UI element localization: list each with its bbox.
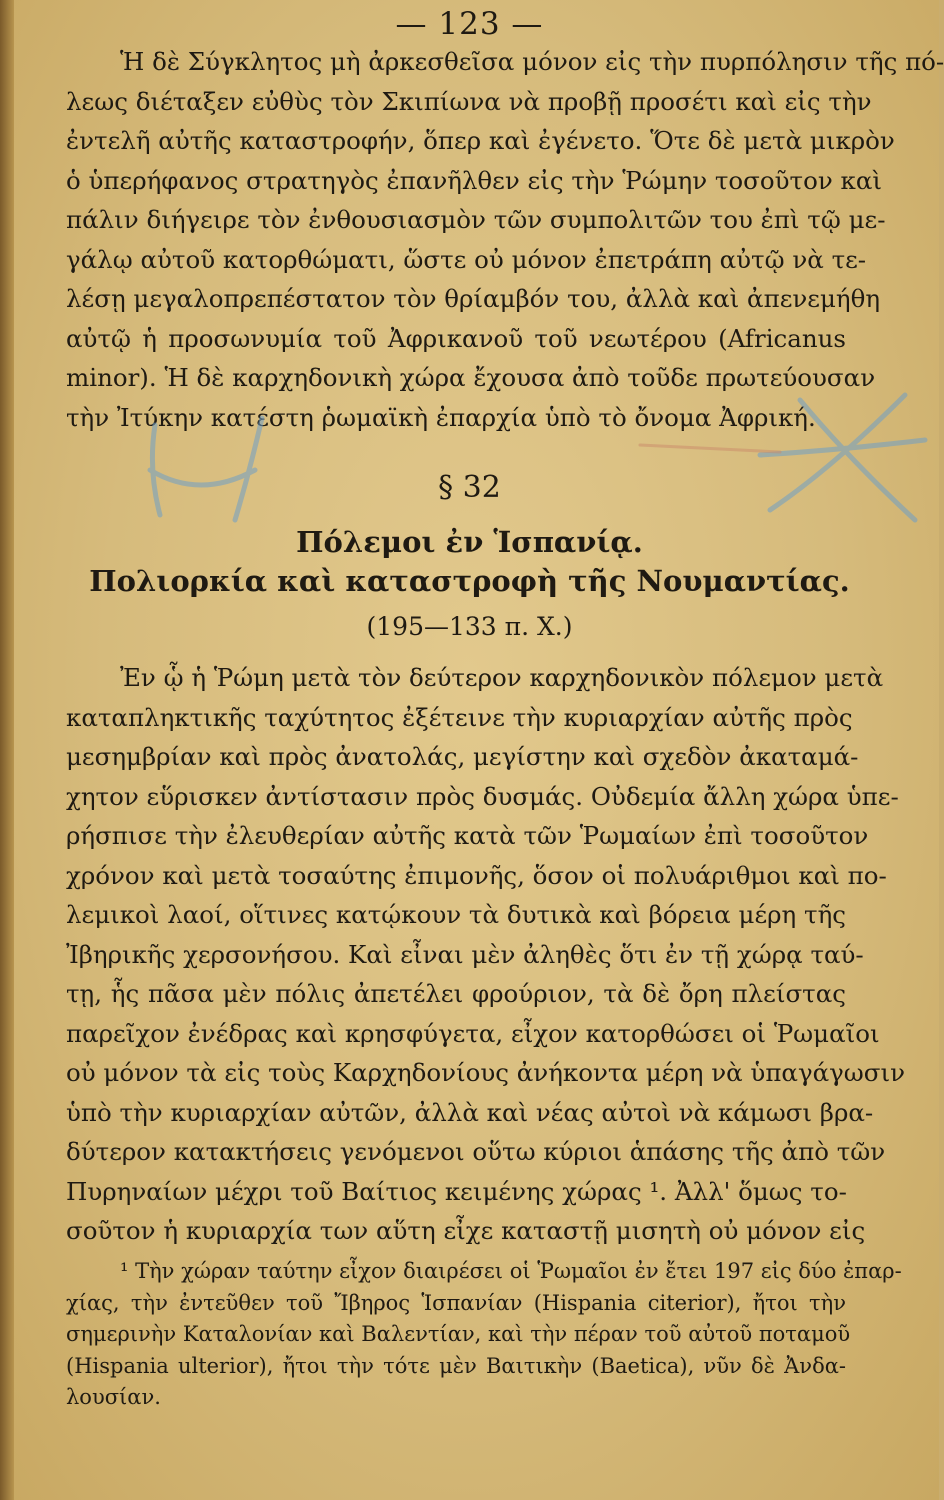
section-heading-line-1: Πόλεμοι ἐν Ἱσπανίᾳ. xyxy=(296,525,643,559)
text-line: ἐντελῆ αὐτῆς καταστροφήν, ὅπερ καὶ ἐγένετο. Ὅτε δὲ μετὰ μικρὸν xyxy=(66,126,895,155)
section-heading-line-2: Πολιορκία καὶ καταστροφὴ τῆς Νουμαντίας. xyxy=(89,564,850,598)
footnote-line: λουσίαν. xyxy=(66,1385,161,1409)
text-line: ὑπὸ τὴν κυριαρχίαν αὐτῶν, ἀλλὰ καὶ νέας αὐτοὶ νὰ κάμωσι βρα- xyxy=(66,1097,874,1127)
text-line: χητον εὕρισκεν ἀντίστασιν πρὸς δυσμάς. Οὐδεμία ἄλλη χώρα ὑπε- xyxy=(66,781,899,811)
section-dates: (195—133 π. Χ.) xyxy=(366,612,573,641)
text-line: Ἰβηρικῆς χερσονήσου. Καὶ εἶναι μὲν ἀληθὲς ὅτι ἐν τῇ χώρᾳ ταύ- xyxy=(66,939,864,969)
text-line: καταπληκτικῆς ταχύτητος ἐξέτεινε τὴν κυριαρχίαν αὐτῆς πρὸς xyxy=(66,702,853,732)
text-line: παρεῖχον ἐνέδρας καὶ κρησφύγετα, εἶχον κατορθώσει οἱ Ῥωμαῖοι xyxy=(66,1018,880,1048)
text-line: γάλῳ αὐτοῦ κατορθώματι, ὥστε οὐ μόνον ἐπετράπη αὐτῷ νὰ τε- xyxy=(66,244,867,274)
text-line: αὐτῷ ἡ προσωνυμία τοῦ Ἀφρικανοῦ τοῦ νεωτέρου (Africanus xyxy=(66,323,846,353)
footnote-line: ¹ Τὴν χώραν ταύτην εἶχον διαιρέσει οἱ Ῥωμαῖοι ἐν ἔτει 197 εἰς δύο ἐπαρ- xyxy=(120,1259,902,1283)
section-number: § 32 xyxy=(438,470,501,505)
text-line: λεμικοὶ λαοί, οἵτινες κατῴκουν τὰ δυτικὰ καὶ βόρεια μέρη τῆς xyxy=(66,900,846,929)
text-line: minor). Ἡ δὲ καρχηδονικὴ χώρα ἔχουσα ἀπὸ τοῦδε πρωτεύουσαν xyxy=(66,363,876,392)
text-line: τὴν Ἰτύκην κατέστη ῥωμαϊκὴ ἐπαρχία ὑπὸ τὸ ὄνομα Ἀφρική. xyxy=(66,402,816,432)
text-line: μεσημβρίαν καὶ πρὸς ἀνατολάς, μεγίστην καὶ σχεδὸν ἀκαταμά- xyxy=(66,742,859,771)
footnote-line: χίας, τὴν ἐντεῦθεν τοῦ Ἴβηρος Ἱσπανίαν (Hispania citerior), ἤτοι τὴν xyxy=(66,1290,846,1315)
text-line: σοῦτον ἡ κυριαρχία των αὕτη εἶχε καταστῇ μισητὴ οὐ μόνον εἰς xyxy=(66,1216,866,1245)
text-line: τῃ, ἧς πᾶσα μὲν πόλις ἀπετέλει φρούριον, τὰ δὲ ὄρη πλείστας xyxy=(66,979,846,1008)
text-line: λέσῃ μεγαλοπρεπέστατον τὸν θρίαμβόν του, ἀλλὰ καὶ ἀπενεμήθη xyxy=(66,284,881,313)
page-number: — 123 — xyxy=(395,6,544,42)
text-line: ὁ ὑπερήφανος στρατηγὸς ἐπανῆλθεν εἰς τὴν Ῥώμην τοσοῦτον καὶ xyxy=(66,165,883,195)
text-line: χρόνον καὶ μετὰ τοσαύτης ἐπιμονῆς, ὅσον οἱ πολυάριθμοι καὶ πο- xyxy=(66,860,887,890)
text-line: πάλιν διήγειρε τὸν ἐνθουσιασμὸν τῶν συμπολιτῶν του ἐπὶ τῷ με- xyxy=(66,205,886,234)
text-line: δύτερον κατακτήσεις γενόμενοι οὕτω κύριοι ἁπάσης τῆς ἀπὸ τῶν xyxy=(66,1137,886,1166)
footnote xyxy=(66,1256,902,1414)
text-line: ρήσπισε τὴν ἐλευθερίαν αὐτῆς κατὰ τῶν Ῥωμαίων ἐπὶ τοσοῦτον xyxy=(66,821,869,850)
text-line: Ἡ δὲ Σύγκλητος μὴ ἀρκεσθεῖσα μόνον εἰς τὴν πυρπόλησιν τῆς πό- xyxy=(120,47,944,76)
text-line: λεως διέταξεν εὐθὺς τὸν Σκιπίωνα νὰ προβῇ προσέτι καὶ εἰς τὴν xyxy=(66,86,872,116)
paragraph-1 xyxy=(66,42,944,437)
paragraph-2 xyxy=(66,658,906,1251)
text-line: Πυρηναίων μέχρι τοῦ Βαίτιος κειμένης χώρας ¹. Ἀλλ' ὅμως το- xyxy=(66,1176,847,1206)
text-line: Ἐν ᾧ ἡ Ῥώμη μετὰ τὸν δεύτερον καρχηδονικὸν πόλεμον μετὰ xyxy=(120,663,884,692)
footnote-line: σημερινὴν Καταλονίαν καὶ Βαλεντίαν, καὶ τὴν πέραν τοῦ αὐτοῦ ποταμοῦ xyxy=(66,1322,851,1346)
footnote-line: (Hispania ulterior), ἤτοι τὴν τότε μὲν Βαιτικὴν (Baetica), νῦν δὲ Ἀνδα- xyxy=(66,1353,846,1378)
text-line: οὐ μόνον τὰ εἰς τοὺς Καρχηδονίους ἀνήκοντα μέρη νὰ ὑπαγάγωσιν xyxy=(66,1058,906,1087)
